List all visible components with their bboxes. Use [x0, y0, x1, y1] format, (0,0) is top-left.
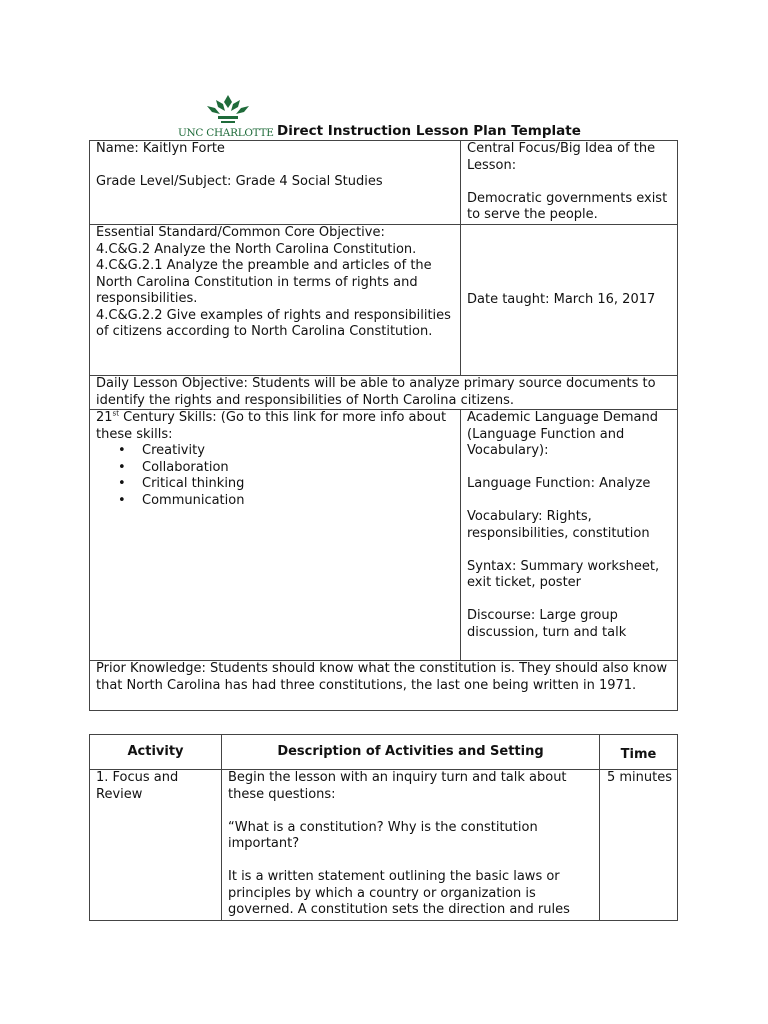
prior-knowledge-cell: [90, 661, 678, 711]
academic-language-cell: [461, 410, 678, 661]
document-title: Direct Instruction Lesson Plan Template: [277, 123, 581, 139]
syntax: Syntax: Summary worksheet, exit ticket, poster: [467, 558, 660, 590]
century-suffix: st: [112, 409, 119, 418]
table-row: [90, 141, 678, 225]
table-row: [90, 225, 678, 376]
crown-logo-icon: [205, 93, 251, 125]
list-item: • Communication: [142, 493, 456, 510]
table-row: [90, 661, 678, 711]
time-value: 5 minutes: [606, 770, 673, 785]
century-number: 21: [96, 410, 113, 425]
academic-language-label: Academic Language Demand (Language Function and Vocabulary):: [467, 410, 659, 458]
language-function: Language Function: Analyze: [467, 476, 651, 491]
standards-heading: Essential Standard/Common Core Objective:: [96, 225, 385, 240]
time-cell: [600, 770, 678, 921]
unc-charlotte-logo: [178, 93, 278, 138]
teacher-name: Name: Kaitlyn Forte: [96, 141, 225, 156]
time-header: Time: [600, 735, 678, 770]
daily-objective-cell: [90, 376, 678, 410]
lesson-plan-table: [89, 140, 678, 711]
description-cell: [222, 770, 600, 921]
table-row: [90, 410, 678, 661]
table-row: [90, 770, 678, 921]
description-answer: It is a written statement outlining the basic laws or principles by which a country or organization is governed. A constitution sets the direction and rules: [228, 869, 570, 917]
activity-cell: [90, 770, 222, 921]
discourse: Discourse: Large group discussion, turn and talk: [467, 608, 627, 640]
activity-name: 1. Focus and Review: [96, 770, 179, 802]
standard-4cg22: 4.C&G.2.2 Give examples of rights and responsibilities of citizens according to North Carolina Constitution.: [96, 307, 451, 339]
daily-objective: Daily Lesson Objective: Students will be able to analyze primary source documents to identify the rights and responsibilities of North Carolina citizens.: [96, 376, 656, 408]
grade-level-subject: Grade Level/Subject: Grade 4 Social Studies: [96, 174, 383, 189]
central-focus-label: Central Focus/Big Idea of the Lesson:: [467, 141, 656, 173]
description-header: Description of Activities and Setting: [222, 735, 600, 770]
century-skills-cell: [90, 410, 461, 661]
list-item: • Collaboration: [142, 460, 456, 477]
standard-4cg2: 4.C&G.2 Analyze the North Carolina Constitution.: [96, 241, 417, 257]
activity-header: Activity: [90, 735, 222, 770]
date-taught: Date taught: March 16, 2017: [467, 291, 656, 307]
date-taught-cell: [461, 225, 678, 376]
century-skills-intro: [96, 410, 456, 443]
table-row: [90, 376, 678, 410]
standards-cell: [90, 225, 461, 376]
name-grade-cell: [90, 141, 461, 225]
prior-knowledge: Prior Knowledge: Students should know what the constitution is. They should also know that North Carolina has had three constitutions, the last one being written in 1971.: [96, 661, 668, 693]
century-skills-text: Century Skills: (Go to this link for more info about these skills:: [96, 410, 447, 442]
vocabulary: Vocabulary: Rights, responsibilities, constitution: [467, 509, 650, 541]
description-intro: Begin the lesson with an inquiry turn and talk about these questions:: [228, 770, 567, 802]
logo-wordmark: UNC CHARLOTTE: [178, 127, 274, 139]
central-focus-cell: [461, 141, 678, 225]
description-question: “What is a constitution? Why is the constitution important?: [228, 819, 538, 851]
activities-table: [89, 734, 678, 921]
list-item: • Critical thinking: [142, 476, 456, 493]
skills-list: [96, 443, 456, 509]
standard-4cg21: 4.C&G.2.1 Analyze the preamble and articles of the North Carolina Constitution in terms of rights and responsibilities.: [96, 258, 432, 306]
table-header-row: [90, 735, 678, 770]
central-focus-text: Democratic governments exist to serve the people.: [467, 190, 668, 222]
list-item: • Creativity: [142, 443, 456, 460]
